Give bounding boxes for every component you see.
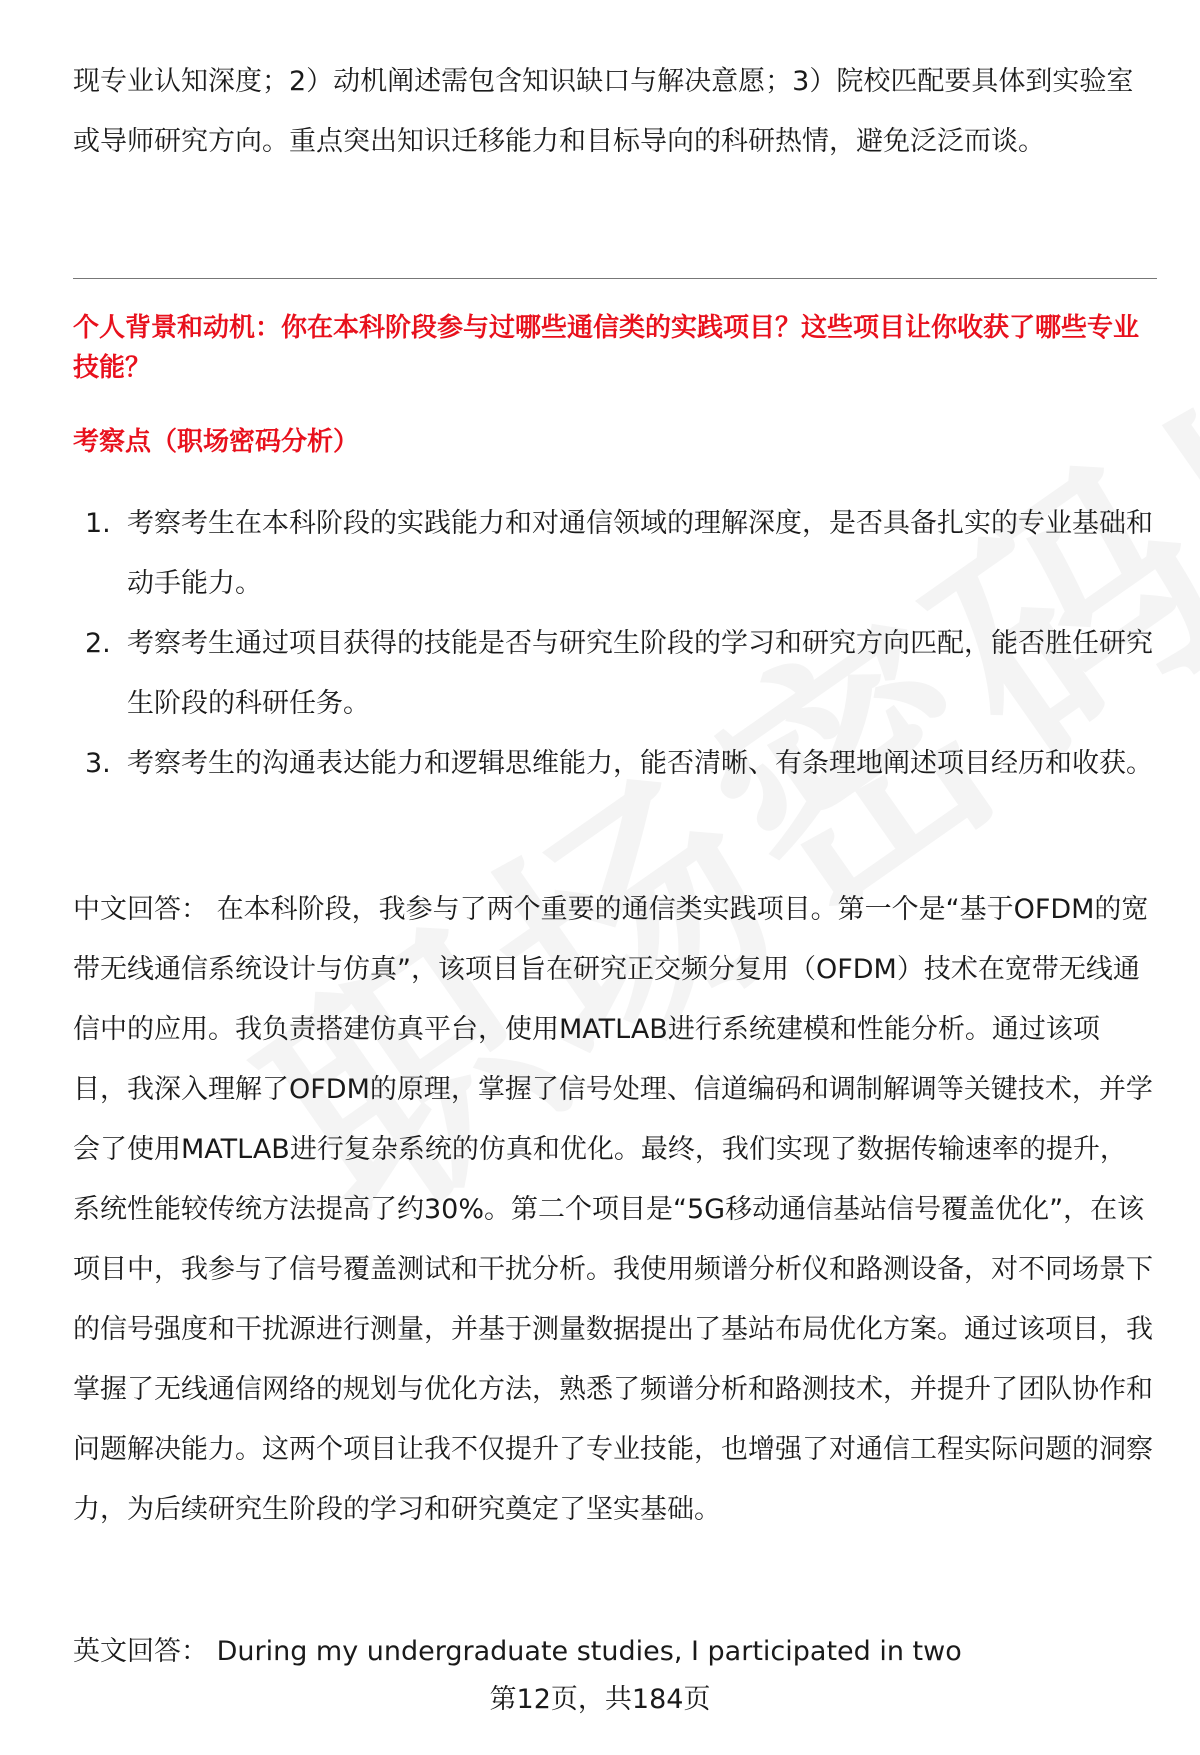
intro-paragraph: 现专业认知深度；2）动机阐述需包含知识缺口与解决意愿；3）院校匹配要具体到实验室或导师研究方向。重点突出知识迁移能力和目标导向的科研热情，避免泛泛而谈。: [73, 66, 1134, 157]
list-item-text: 考察考生的沟通表达能力和逻辑思维能力，能否清晰、有条理地阐述项目经历和收获。: [127, 748, 1153, 779]
list-item-text: 考察考生通过项目获得的技能是否与研究生阶段的学习和研究方向匹配，能否胜任研究生阶段的科研任务。: [127, 628, 1153, 719]
list-number: 1.: [85, 508, 111, 539]
section-title: 考察点（职场密码分析）: [73, 427, 360, 457]
list-item-text: 考察考生在本科阶段的实践能力和对通信领域的理解深度，是否具备扎实的专业基础和动手能力。: [127, 508, 1153, 599]
assessment-points-list: [73, 494, 1157, 794]
list-number: 3.: [85, 748, 111, 779]
list-number: 2.: [85, 628, 111, 659]
chinese-answer-paragraph: 中文回答： 在本科阶段，我参与了两个重要的通信类实践项目。第一个是“基于OFDM的宽带无线通信系统设计与仿真”，该项目旨在研究正交频分复用（OFDM）技术在宽带无线通信中的应用。我负责搭建仿真平台，使用MATLAB进行系统建模和性能分析。通过该项目，我深入理解了OFDM的原理，掌握了信号处理、信道编码和调制解调等关键技术，并学会了使用MATLAB进行复杂系统的仿真和优化。最终，我们实现了数据传输速率的提升，系统性能较传统方法提高了约30%。第二个项目是“5G移动通信基站信号覆盖优化”，在该项目中，我参与了信号覆盖测试和干扰分析。我使用频谱分析仪和路测设备，对不同场景下的信号强度和干扰源进行测量，并基于测量数据提出了基站布局优化方案。通过该项目，我掌握了无线通信网络的规划与优化方法，熟悉了频谱分析和路测技术，并提升了团队协作和问题解决能力。这两个项目让我不仅提升了专业技能，也增强了对通信工程实际问题的洞察力，为后续研究生阶段的学习和研究奠定了坚实基础。: [73, 894, 1153, 1525]
page-number-footer: 第12页，共184页: [489, 1684, 711, 1715]
question-heading: 个人背景和动机：你在本科阶段参与过哪些通信类的实践项目？这些项目让你收获了哪些专业技能？: [73, 313, 1140, 383]
list-item: [73, 614, 1157, 734]
divider: [73, 278, 1157, 279]
list-item: [73, 494, 1157, 614]
english-answer-paragraph: 英文回答： During my undergraduate studies, I participated in two: [73, 1636, 962, 1667]
list-item: [73, 734, 1157, 794]
